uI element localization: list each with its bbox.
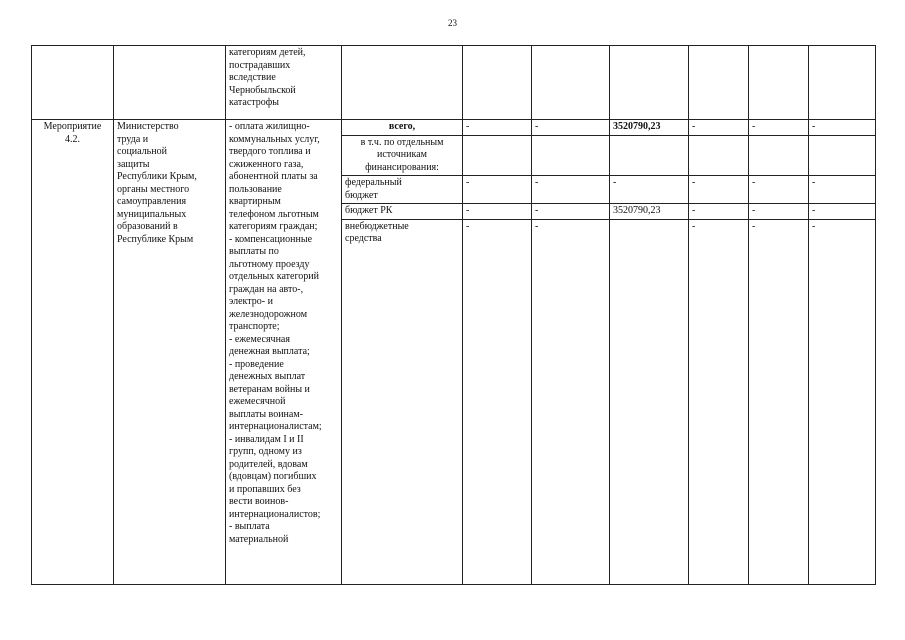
description-cell: категориям детей, пострадавших вследствие Чернобыльской катастрофы (226, 46, 342, 120)
value-cell (689, 135, 749, 176)
value-cell (809, 46, 876, 120)
value-cell: - (749, 219, 809, 584)
event-executor: Министерство труда и социальной защиты Республики Крым, органы местного самоуправления муниципальных образований в Республике Крым (114, 120, 226, 585)
value-cell: - (463, 204, 532, 220)
source-federal: федеральный бюджет (342, 176, 463, 204)
value-cell: 3520790,23 (610, 120, 689, 136)
value-cell: - (809, 176, 876, 204)
value-cell: - (532, 219, 610, 584)
value-cell: - (749, 204, 809, 220)
event-description: - оплата жилищно- коммунальных услуг, твердого топлива и сжиженного газа, абонентной платы за пользование квартирным телефоном льготным категориям граждан; - компенсационные выплаты по льготному проезду отдельных категорий граждан на авто-, электро- и железнодорожном транспорте; - ежемесячная денежная выплата; - проведение денежных выплат ветеранам войны и ежемесячной выплаты воинам- интернационалистам; - инвалидам I и II групп, одному из родителей, вдовам (вдовцам) погибших и пропавших без вести воинов- интернационалистов; - выплата материальной (226, 120, 342, 585)
value-cell (463, 135, 532, 176)
value-cell: - (610, 176, 689, 204)
value-cell (610, 135, 689, 176)
value-cell: - (809, 219, 876, 584)
event-cell (32, 46, 114, 120)
value-cell (809, 135, 876, 176)
value-cell (532, 46, 610, 120)
value-cell: - (689, 204, 749, 220)
value-cell (463, 46, 532, 120)
value-cell: - (689, 120, 749, 136)
value-cell: - (749, 176, 809, 204)
source-rk-budget: бюджет РК (342, 204, 463, 220)
source-total: всего, (342, 120, 463, 136)
value-cell: - (809, 204, 876, 220)
value-cell (749, 135, 809, 176)
value-cell (610, 46, 689, 120)
source-cell (342, 46, 463, 120)
value-cell: - (463, 219, 532, 584)
value-cell: - (463, 176, 532, 204)
program-table (31, 45, 876, 585)
value-cell: - (749, 120, 809, 136)
value-cell: - (689, 176, 749, 204)
value-cell: - (532, 176, 610, 204)
value-cell (689, 46, 749, 120)
value-cell: - (689, 219, 749, 584)
source-breakdown-label: в т.ч. по отдельным источникам финансирования: (342, 135, 463, 176)
value-cell: - (532, 120, 610, 136)
value-cell: - (809, 120, 876, 136)
value-cell: - (463, 120, 532, 136)
page-number: 23 (448, 18, 457, 28)
value-cell (610, 219, 689, 584)
table-row (32, 120, 876, 136)
event-name: Мероприятие 4.2. (32, 120, 114, 585)
value-cell (532, 135, 610, 176)
table-row (32, 46, 876, 120)
source-extrabudgetary: внебюджетные средства (342, 219, 463, 584)
value-cell: - (532, 204, 610, 220)
executor-cell (114, 46, 226, 120)
value-cell: 3520790,23 (610, 204, 689, 220)
value-cell (749, 46, 809, 120)
